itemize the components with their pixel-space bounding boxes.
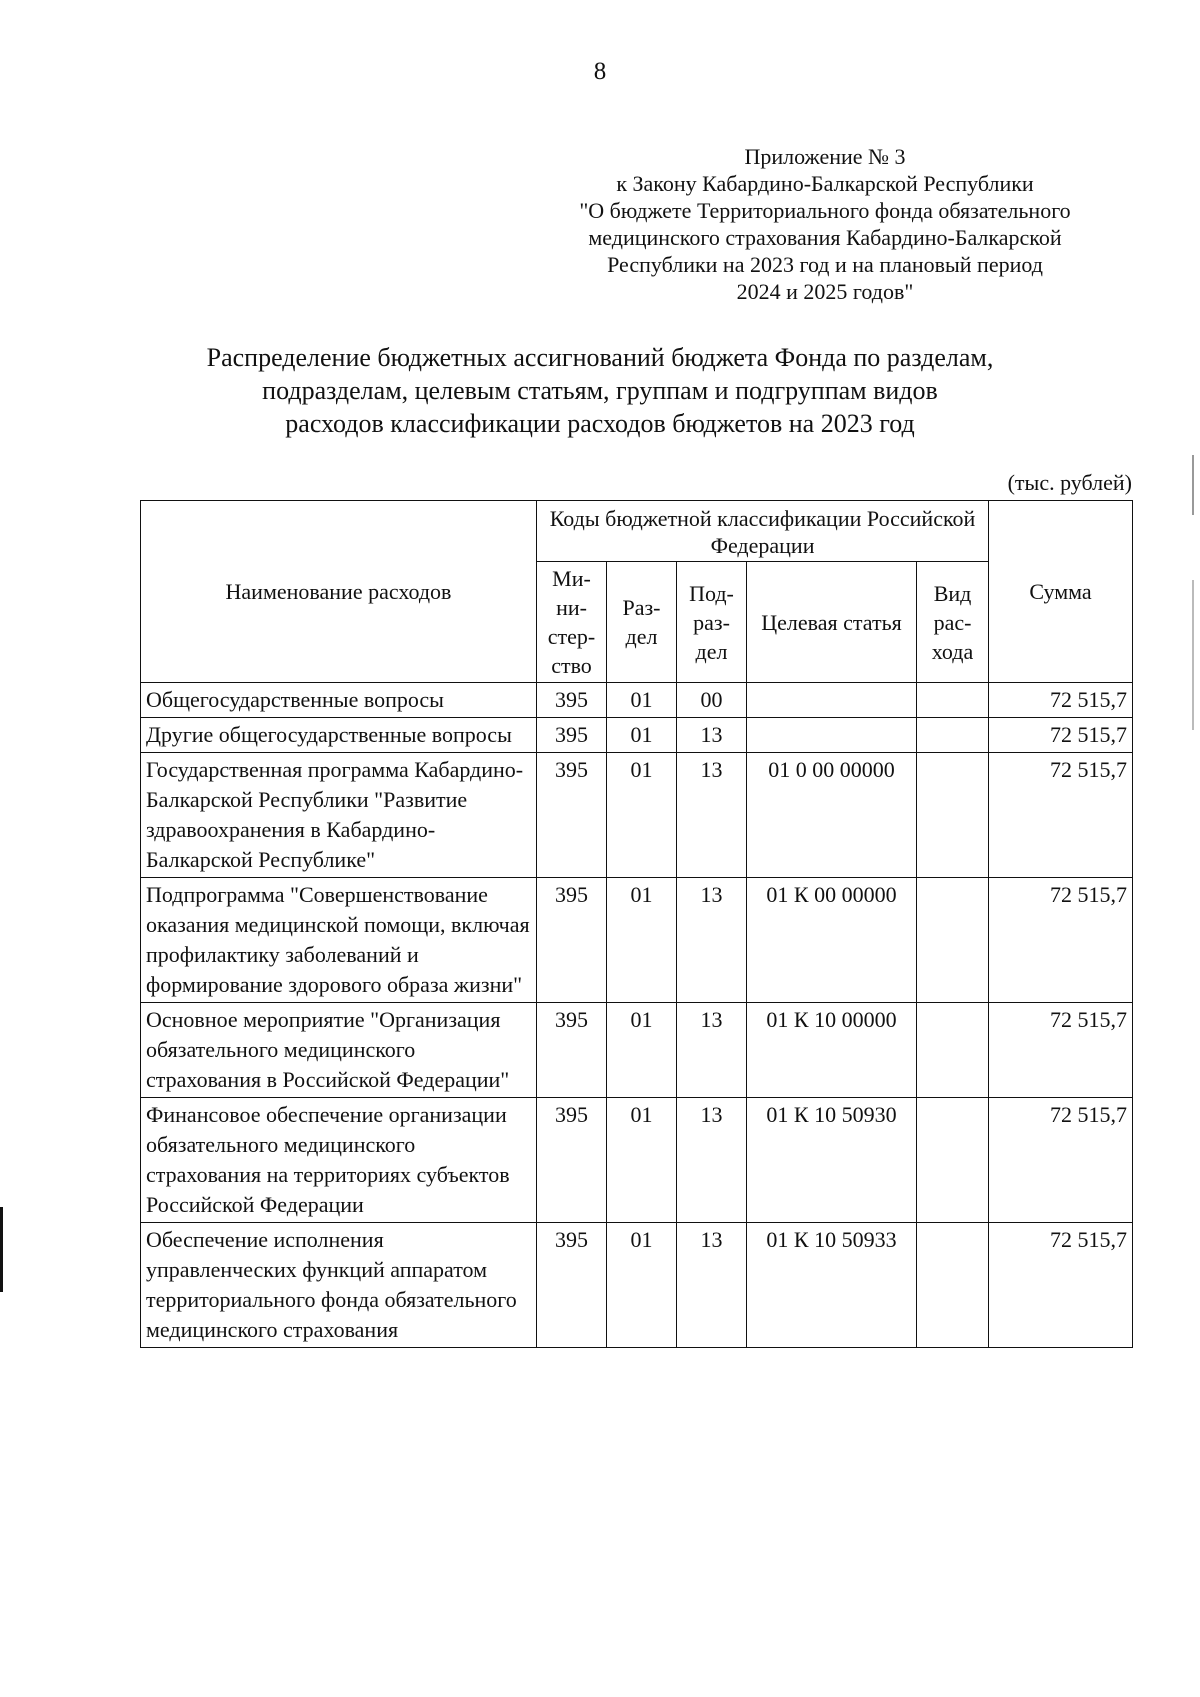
header-target: Целевая статья: [747, 562, 917, 683]
appendix-block: [550, 143, 1100, 305]
row-subsection: 13: [677, 1003, 747, 1098]
table-row: [141, 878, 1133, 1003]
appendix-line: Республики на 2023 год и на плановый период: [607, 252, 1043, 277]
row-sum: 72 515,7: [989, 718, 1133, 753]
row-name: Финансовое обеспечение организации обязательного медицинского страхования на территориях субъектов Российской Федерации: [141, 1098, 537, 1223]
table-row: [141, 1003, 1133, 1098]
row-sum: 72 515,7: [989, 1003, 1133, 1098]
row-sum: 72 515,7: [989, 683, 1133, 718]
table-row: [141, 1098, 1133, 1223]
row-section: 01: [607, 753, 677, 878]
row-sum: 72 515,7: [989, 1098, 1133, 1223]
row-sum: 72 515,7: [989, 753, 1133, 878]
row-target: 01 К 10 00000: [747, 1003, 917, 1098]
header-codes-group: Коды бюджетной классификации Российской Федерации: [537, 501, 989, 562]
units-label: (тыс. рублей): [1007, 470, 1132, 495]
budget-table: [140, 500, 1133, 1348]
appendix-line: "О бюджете Территориального фонда обязательного: [579, 198, 1071, 223]
appendix-line: Приложение № 3: [744, 144, 906, 169]
row-subsection: 13: [677, 1223, 747, 1348]
row-ministry: 395: [537, 1003, 607, 1098]
row-type: [917, 1098, 989, 1223]
header-subsection: Под-раз-дел: [677, 562, 747, 683]
row-type: [917, 1223, 989, 1348]
appendix-line: медицинского страхования Кабардино-Балкарской: [588, 225, 1062, 250]
row-section: 01: [607, 718, 677, 753]
row-ministry: 395: [537, 718, 607, 753]
row-ministry: 395: [537, 753, 607, 878]
row-name: Основное мероприятие "Организация обязательного медицинского страхования в Российской Федерации": [141, 1003, 537, 1098]
page-number: 8: [593, 58, 607, 85]
row-ministry: 395: [537, 1098, 607, 1223]
appendix-line: к Закону Кабардино-Балкарской Республики: [616, 171, 1034, 196]
row-target: 01 К 10 50933: [747, 1223, 917, 1348]
row-section: 01: [607, 1098, 677, 1223]
row-ministry: 395: [537, 878, 607, 1003]
row-target: [747, 683, 917, 718]
header-type: Вид рас-хода: [917, 562, 989, 683]
header-sum: Сумма: [989, 501, 1133, 683]
row-ministry: 395: [537, 683, 607, 718]
row-type: [917, 683, 989, 718]
row-name: Общегосударственные вопросы: [141, 683, 537, 718]
header-ministry: Ми-ни-стер-ство: [537, 562, 607, 683]
row-name: Государственная программа Кабардино-Балкарской Республики "Развитие здравоохранения в Кабардино-Балкарской Республике": [141, 753, 537, 878]
row-target: 01 К 10 50930: [747, 1098, 917, 1223]
row-name: Обеспечение исполнения управленческих функций аппаратом территориального фонда обязательного медицинского страхования: [141, 1223, 537, 1348]
row-subsection: 13: [677, 718, 747, 753]
row-ministry: 395: [537, 1223, 607, 1348]
row-section: 01: [607, 878, 677, 1003]
appendix-line: 2024 и 2025 годов": [736, 279, 914, 304]
document-title: [150, 341, 1050, 440]
title-line: Распределение бюджетных ассигнований бюджета Фонда по разделам,: [206, 343, 994, 372]
row-subsection: 13: [677, 1098, 747, 1223]
table-row: [141, 683, 1133, 718]
scan-margin-mark: [1192, 455, 1194, 515]
table-row: [141, 1223, 1133, 1348]
row-name: Подпрограмма "Совершенствование оказания медицинской помощи, включая профилактику заболеваний и формирование здорового образа жизни": [141, 878, 537, 1003]
row-target: 01 0 00 00000: [747, 753, 917, 878]
row-type: [917, 753, 989, 878]
title-line: подразделам, целевым статьям, группам и подгруппам видов: [262, 376, 938, 405]
row-type: [917, 718, 989, 753]
row-section: 01: [607, 683, 677, 718]
row-name: Другие общегосударственные вопросы: [141, 718, 537, 753]
header-name: Наименование расходов: [141, 501, 537, 683]
row-target: 01 К 00 00000: [747, 878, 917, 1003]
row-subsection: 00: [677, 683, 747, 718]
title-line: расходов классификации расходов бюджетов на 2023 год: [285, 409, 915, 438]
table-row: [141, 718, 1133, 753]
row-subsection: 13: [677, 753, 747, 878]
table-row: [141, 753, 1133, 878]
scan-margin-mark: [1192, 580, 1194, 730]
row-subsection: 13: [677, 878, 747, 1003]
row-section: 01: [607, 1003, 677, 1098]
row-type: [917, 878, 989, 1003]
row-section: 01: [607, 1223, 677, 1348]
scan-margin-mark: [0, 1207, 3, 1292]
row-type: [917, 1003, 989, 1098]
row-sum: 72 515,7: [989, 1223, 1133, 1348]
header-section: Раз-дел: [607, 562, 677, 683]
row-target: [747, 718, 917, 753]
table-header-row: [141, 501, 1133, 562]
row-sum: 72 515,7: [989, 878, 1133, 1003]
